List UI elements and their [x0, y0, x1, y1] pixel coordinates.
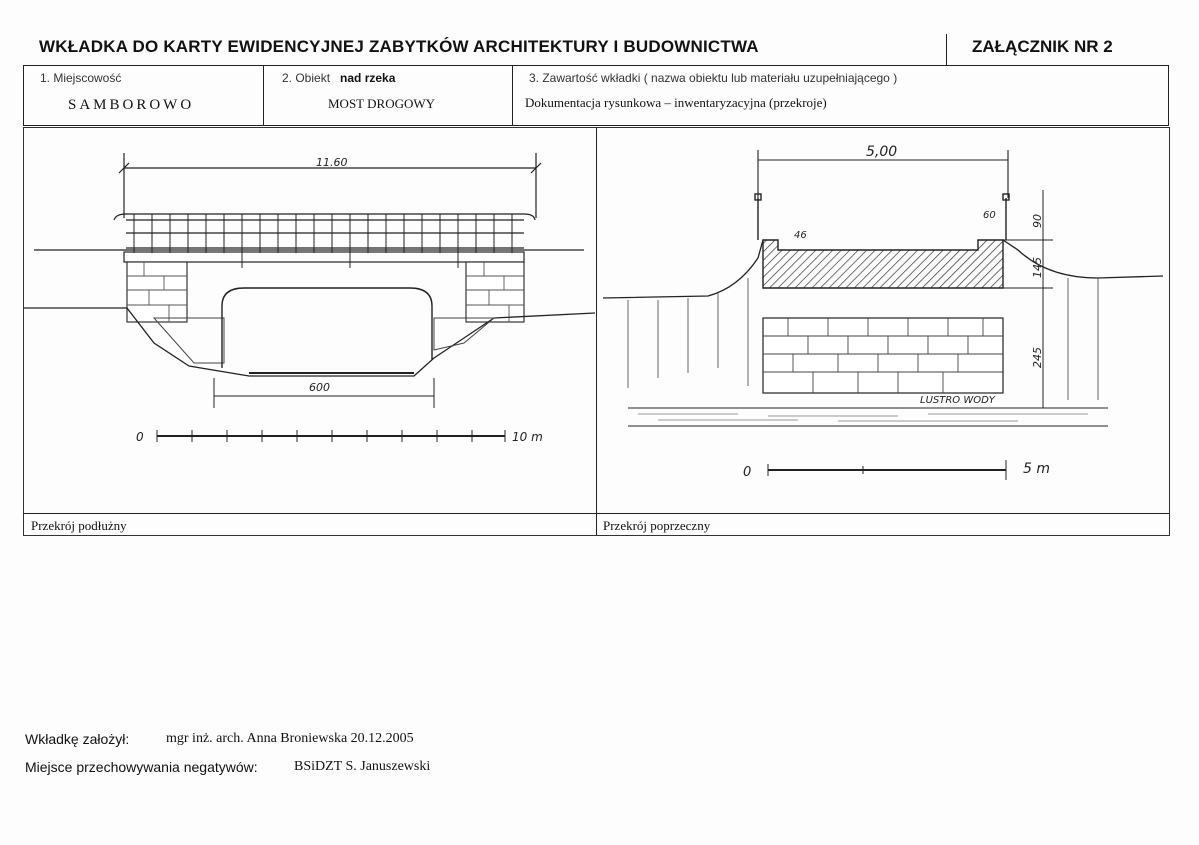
author-label: Wkładkę założył:	[25, 731, 130, 747]
right-form-border	[1168, 65, 1169, 126]
cross-top-dimension: 5,00	[866, 144, 898, 160]
cross-small-dim-60: 60	[983, 210, 996, 221]
cross-caption: Przekrój poprzeczny	[603, 518, 711, 533]
left-form-border	[23, 65, 24, 126]
locality-value: SAMBOROWO	[68, 97, 195, 113]
document-title: WKŁADKA DO KARTY EWIDENCYJNEJ ZABYTKÓW ARCHITEKTURY I BUDOWNICTWA	[39, 37, 759, 56]
field-divider-2	[512, 65, 513, 126]
cross-side-dim-245: 245	[1031, 347, 1044, 368]
object-value: MOST DROGOWY	[328, 96, 436, 111]
cross-scale-start: 0	[743, 465, 752, 480]
object-label-text: 2. Obiekt	[282, 71, 331, 85]
cross-scale-end: 5 m	[1023, 461, 1050, 477]
caption-rule	[23, 513, 1169, 514]
annex-number: ZAŁĄCZNIK NR 2	[972, 37, 1113, 56]
author-value: mgr inż. arch. Anna Broniewska 20.12.2005	[166, 731, 414, 746]
scale-start-text: 0	[136, 430, 144, 444]
top-dimension-text: 11.60	[316, 156, 348, 169]
fields-bottom-rule	[23, 125, 1169, 126]
header-divider	[946, 34, 947, 66]
longitudinal-section-drawing	[24, 128, 595, 512]
storage-label: Miejsce przechowywania negatywów:	[25, 759, 258, 775]
longitudinal-caption: Przekrój podłużny	[31, 518, 127, 533]
field-divider-1	[263, 65, 264, 126]
object-extra: nad rzeka	[340, 71, 396, 85]
bottom-dimension-text: 600	[309, 381, 330, 394]
drawings-divider	[596, 127, 597, 535]
storage-value: BSiDZT S. Januszewski	[294, 759, 431, 774]
scale-end-text: 10 m	[512, 430, 543, 444]
object-label	[282, 71, 395, 85]
content-label: 3. Zawartość wkładki ( nazwa obiektu lub materiału uzupełniającego )	[529, 71, 898, 85]
cross-small-dim-46: 46	[794, 230, 807, 241]
locality-label: 1. Miejscowość	[40, 71, 122, 85]
content-value: Dokumentacja rysunkowa – inwentaryzacyjna (przekroje)	[525, 95, 827, 110]
cross-side-dim-90: 90	[1031, 214, 1044, 228]
header-rule	[23, 65, 1169, 66]
cross-section-drawing	[598, 128, 1168, 512]
water-level-label: LUSTRO WODY	[920, 395, 995, 406]
cross-side-dim-145: 145	[1031, 257, 1044, 278]
